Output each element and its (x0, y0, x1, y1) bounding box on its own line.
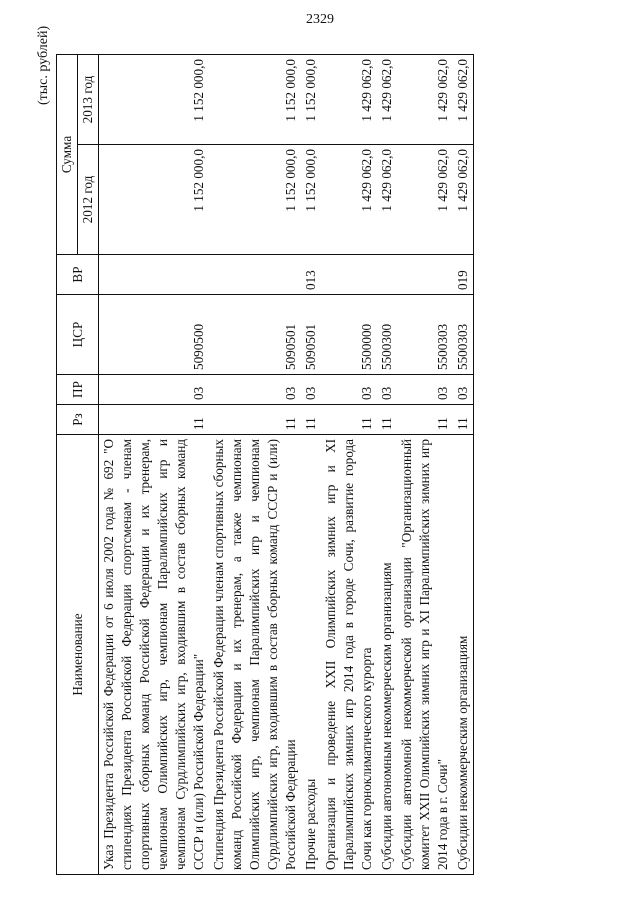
row-amount-2013: 1 429 062,0 (377, 55, 397, 145)
row-vr (209, 255, 301, 295)
header-rz: Рз (57, 405, 99, 435)
row-pr: 03 (397, 375, 453, 405)
row-amount-2013: 1 429 062,0 (453, 55, 474, 145)
row-pr: 03 (321, 375, 377, 405)
row-amount-2013: 1 152 000,0 (99, 55, 210, 145)
table-row (321, 55, 377, 875)
table-row (453, 55, 474, 875)
header-year-2012: 2012 год (78, 145, 99, 255)
row-vr (397, 255, 453, 295)
row-csr: 5090500 (99, 295, 210, 375)
row-vr: 013 (301, 255, 321, 295)
table-row (397, 55, 453, 875)
units-label: (тыс. рублей) (36, 25, 51, 105)
row-pr: 03 (99, 375, 210, 405)
row-name: Субсидии автономным некоммерческим организациям (377, 435, 397, 875)
header-pr: ПР (57, 375, 99, 405)
header-name: Наименование (57, 435, 99, 875)
row-csr: 5500303 (453, 295, 474, 375)
row-vr (99, 255, 210, 295)
row-vr (321, 255, 377, 295)
row-csr: 5500303 (397, 295, 453, 375)
row-csr: 5500000 (321, 295, 377, 375)
row-rz: 11 (209, 405, 301, 435)
budget-table-container (56, 55, 556, 875)
header-year-2013: 2013 год (78, 55, 99, 145)
row-pr: 03 (209, 375, 301, 405)
row-amount-2012: 1 429 062,0 (453, 145, 474, 255)
budget-table (56, 54, 474, 875)
row-amount-2012: 1 429 062,0 (397, 145, 453, 255)
row-amount-2012: 1 429 062,0 (321, 145, 377, 255)
row-name: Прочие расходы (301, 435, 321, 875)
row-rz: 11 (301, 405, 321, 435)
row-pr: 03 (453, 375, 474, 405)
row-vr: 019 (453, 255, 474, 295)
row-name: Стипендия Президента Российской Федерации членам спортивных сборных команд Российской Федерации и их тренерам, а также чемпионам Олимпийских игр, чемпионам Паралимпийских игр и чемпионам Сурдлимпийских игр, входившим в состав сборных команд СССР и (или) Российской Федерации (209, 435, 301, 875)
table-row (377, 55, 397, 875)
header-csr: ЦСР (57, 295, 99, 375)
table-row (99, 55, 210, 875)
row-amount-2012: 1 152 000,0 (99, 145, 210, 255)
row-name: Указ Президента Российской Федерации от 6 июля 2002 года № 692 "О стипендиях Президента Российской Федерации спортсменам - членам спортивных сборных команд Российской Федерации и их тренерам, чемпионам Олимпийских игр, чемпионам Паралимпийских игр и чемпионам Сурдлимпийских игр, входившим в состав сборных команд СССР и (или) Российской Федерации" (99, 435, 210, 875)
row-csr: 5090501 (209, 295, 301, 375)
row-amount-2012: 1 152 000,0 (209, 145, 301, 255)
row-name: Субсидии некоммерческим организациям (453, 435, 474, 875)
row-rz: 11 (397, 405, 453, 435)
table-row (301, 55, 321, 875)
row-rz: 11 (377, 405, 397, 435)
row-csr: 5090501 (301, 295, 321, 375)
row-amount-2012: 1 152 000,0 (301, 145, 321, 255)
row-amount-2013: 1 429 062,0 (321, 55, 377, 145)
row-pr: 03 (301, 375, 321, 405)
row-name: Организация и проведение XXII Олимпийских зимних игр и XI Паралимпийских зимних игр 2014 года в городе Сочи, развитие города Сочи как горноклиматического курорта (321, 435, 377, 875)
table-body (99, 55, 474, 875)
row-rz: 11 (321, 405, 377, 435)
row-amount-2013: 1 152 000,0 (209, 55, 301, 145)
row-vr (377, 255, 397, 295)
row-amount-2012: 1 429 062,0 (377, 145, 397, 255)
table-row (209, 55, 301, 875)
page-number: 2329 (306, 12, 334, 27)
row-rz: 11 (99, 405, 210, 435)
row-amount-2013: 1 152 000,0 (301, 55, 321, 145)
row-name: Субсидии автономной некоммерческой организации "Организационный комитет XXII Олимпийских зимних игр и XI Паралимпийских зимних игр 2014 года в г. Сочи" (397, 435, 453, 875)
header-sum: Сумма (57, 55, 78, 255)
row-rz: 11 (453, 405, 474, 435)
header-vr: ВР (57, 255, 99, 295)
row-amount-2013: 1 429 062,0 (397, 55, 453, 145)
row-pr: 03 (377, 375, 397, 405)
row-csr: 5500300 (377, 295, 397, 375)
